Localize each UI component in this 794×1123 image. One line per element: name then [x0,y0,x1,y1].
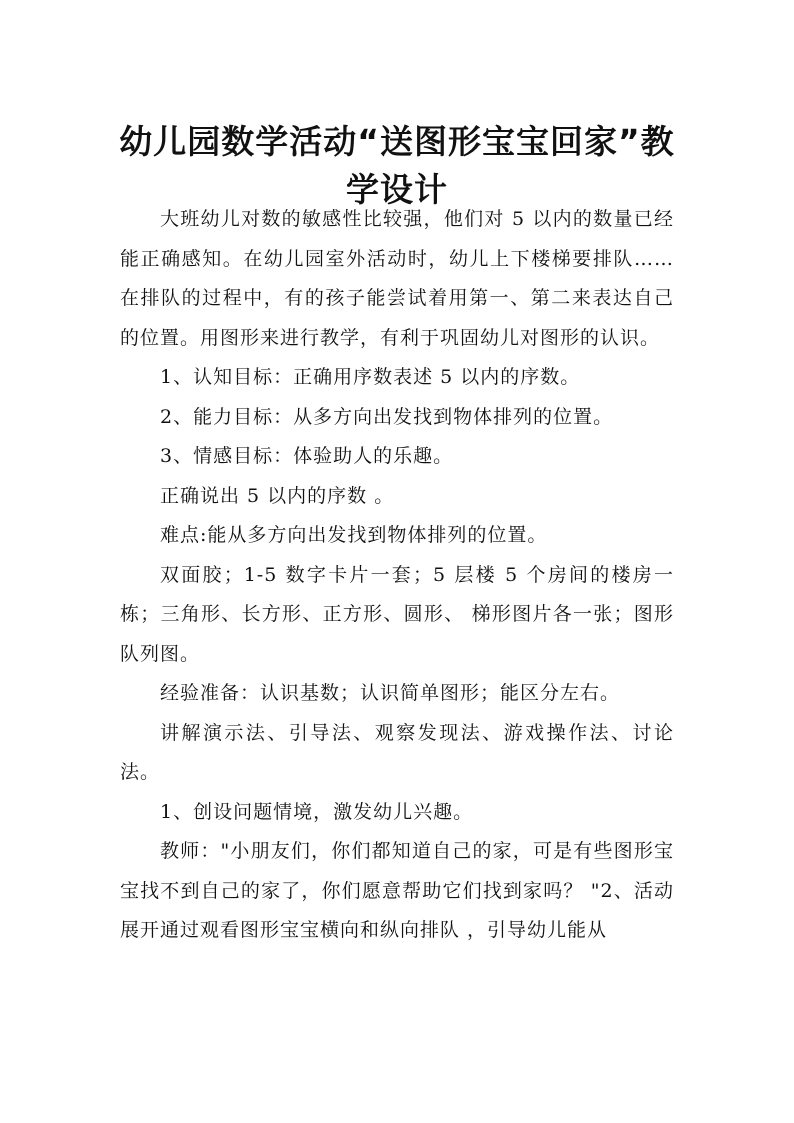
paragraph-key-point: 正确说出 5 以内的序数 。 [160,484,395,507]
paragraph-difficulty: 难点:能从多方向出发找到物体排列的位置。 [160,524,548,546]
paragraph-materials: 双面胶；1-5 数字卡片一套；5 层楼 5 个房间的楼房一栋；三角形、长方形、正方形、圆形、 梯形图片各一张；图形队列图。 [120,563,674,665]
paragraph-goal-cognitive: 1、认知目标：正确用序数表述 5 以内的序数。 [160,366,581,388]
paragraph-experience: 经验准备：认识基数；认识简单图形；能区分左右。 [160,682,621,704]
document-title: 幼儿园数学活动“送图形宝宝回家”教学设计 [119,122,675,210]
paragraph-step-one: 1、创设问题情境，激发幼儿兴趣。 [160,800,474,823]
paragraph-goal-ability: 2、能力目标：从多方向出发找到物体排列的位置。 [160,405,614,428]
paragraph-teacher-dialogue: 教师："小朋友们，你们都知道自己的家，可是有些图形宝宝找不到自己的家了，你们愿意帮助它们找到家吗？ "2、活动展开通过观看图形宝宝横向和纵向排队 ，引导幼儿能从 [120,840,674,941]
paragraph-goal-emotion: 3、情感目标：体验助人的乐趣。 [160,445,454,467]
paragraph-intro: 大班幼儿对数的敏感性比较强，他们对 5 以内的数量已经能正确感知。在幼儿园室外活动时，幼儿上下楼梯要排队……在排队的过程中，有的孩子能尝试着用第一、第二来表达自己的位置。用图形来进行教学，有利于巩固幼儿对图形的认识。 [120,208,674,349]
document-body [120,200,674,951]
paragraph-methods: 讲解演示法、引导法、观察发现法、游戏操作法、讨论法。 [120,721,674,783]
